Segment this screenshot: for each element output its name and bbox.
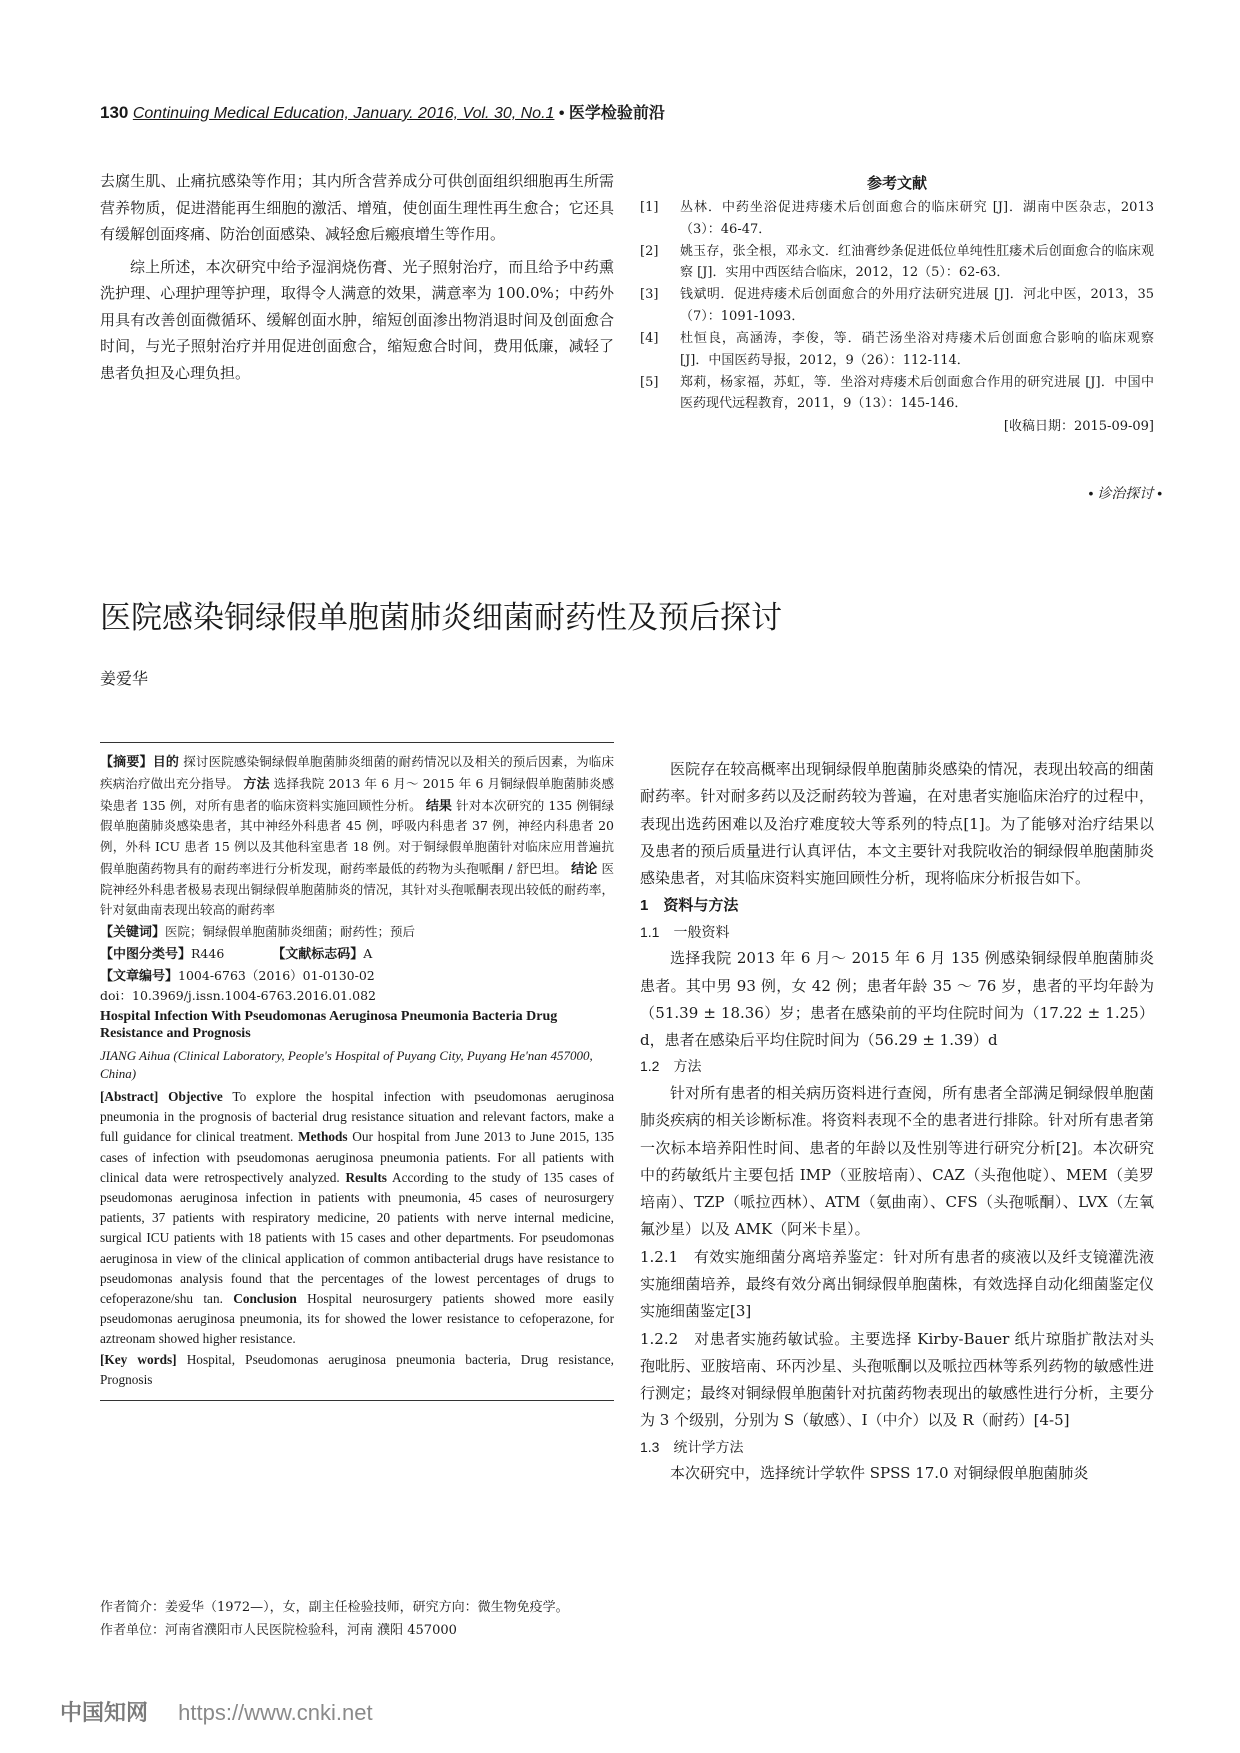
cnki-url[interactable]: https://www.cnki.net — [178, 1700, 373, 1725]
subsection-heading: 1.1 一般资料 — [640, 923, 730, 940]
cnki-logo-text: 中国知网 — [60, 1700, 149, 1725]
abstract-en — [100, 1087, 614, 1350]
reference-number: [1] — [640, 200, 659, 215]
en-methods-label: Methods — [298, 1129, 348, 1145]
reference-item — [640, 372, 1154, 416]
en-keywords-text: Hospital, Pseudomonas aeruginosa pneumonia bacteria, Drug resistance, Prognosis — [100, 1351, 614, 1387]
paragraph: 去腐生肌、止痛抗感染等作用；其内所含营养成分可供创面组织细胞再生所需营养物质，促进潜能再生细胞的激活、增殖，使创面生理性再生愈合；它还具有缓解创面疼痛、防治创面感染、减轻愈后瘢痕增生等作用。 — [100, 172, 614, 244]
general-data-paragraph: 选择我院 2013 年 6 月～ 2015 年 6 月 135 例感染铜绿假单胞菌肺炎患者。其中男 93 例，女 42 例；患者年龄 35 ～ 76 岁，患者的平均年龄为（51.39 ± 18.36）岁；患者在感染前的平均住院时间为（17.22 ± 1.25）d，患者在感染后平均住院时间为（56.29 ± 1.39）d — [640, 949, 1154, 1050]
doi: doi：10.3969/j.issn.1004-6763.2016.01.082 — [100, 988, 376, 1004]
subsection-heading: 1.2 方法 — [640, 1058, 702, 1075]
footnotes — [100, 1597, 614, 1643]
en-conclusion-text: Hospital neurosurgery patients showed more easily pseudomonas aeruginosa pneumonia, its for showed the lower resistance to cefoperazone, for aztreonam showed higher resistance. — [100, 1291, 615, 1347]
received-date: [收稿日期：2015-09-09] — [1003, 419, 1154, 435]
methods-label: 方法 — [243, 775, 270, 791]
en-objective-label: Objective — [168, 1088, 223, 1104]
reference-item — [640, 197, 1154, 241]
abstract-column — [100, 742, 614, 1401]
methods-text: 选择我院 2013 年 6 月～ 2015 年 6 月铜绿假单胞菌肺炎感染患者 135 例，对所有患者的临床资料实施回顾性分析。 — [100, 775, 614, 813]
references — [640, 172, 1154, 434]
results-text: 针对本次研究的 135 例铜绿假单胞菌肺炎感染患者，其中神经外科患者 45 例，呼吸内科患者 37 例，神经内科患者 20 例，外科 ICU 患者 15 例以及其他科室患者 18 例。对于铜绿假单胞菌针对临床应用普遍抗假单胞菌药物具有的耐药率进行分析发现，耐药率最低的药物为头孢哌酮 / 舒巴坦。 — [100, 797, 614, 876]
page-number: 130 — [100, 103, 129, 122]
english-keywords — [100, 1350, 614, 1390]
section-heading: 1 资料与方法 — [640, 897, 739, 915]
reference-text: 姚玉存，张全根，邓永文．红油膏纱条促进低位单纯性肛瘘术后创面愈合的临床观察 [J]．实用中西医结合临床，2012，12（5）：62-63． — [680, 243, 1154, 281]
article-number-label: 【文章编号】 — [100, 967, 179, 983]
abstract-label: 【摘要】 — [100, 754, 153, 769]
clc-value: R446 — [191, 945, 225, 961]
conclusion-text: 医院神经外科患者极易表现出铜绿假单胞菌肺炎的情况，其针对头孢哌酮表现出较低的耐药率，针对氨曲南表现出较高的耐药率 — [100, 860, 614, 918]
column-label: • 诊治探讨 • — [1088, 485, 1162, 501]
en-methods-text: Our hospital from June 2013 to June 2015, 135 cases of infection with pseudomonas aeruginosa pneumonia patients. For all patients with clinical data were retrospectively analyzed. — [100, 1129, 614, 1185]
en-keywords-label: [Key words] — [100, 1351, 177, 1367]
doc-code-value: A — [363, 945, 373, 961]
methods-paragraph: 针对所有患者的相关病历资料进行查阅，所有患者全部满足铜绿假单胞菌肺炎疾病的相关诊断标准。将资料表现不全的患者进行排除。针对所有患者第一次标本培养阳性时间、患者的年龄以及性别等进行研究分析[2]。本次研究中的药敏纸片主要包括 IMP（亚胺培南）、CAZ（头孢他啶）、MEM（美罗培南）、TZP（哌拉西林）、ATM（氨曲南）、CFS（头孢哌酮）、LVX（左氧氟沙星）以及 AMK（阿米卡星）。 — [640, 1083, 1154, 1239]
susceptibility-paragraph: 1.2.2 对患者实施药敏试验。主要选择 Kirby-Bauer 纸片琼脂扩散法对头孢吡肟、亚胺培南、环丙沙星、头孢哌酮以及哌拉西林等系列药物的敏感性进行测定；最终对铜绿假单胞菌针对抗菌药物表现出的敏感性进行分析，主要分为 3 个级别，分别为 S（敏感）、I（中介）以及 R（耐药）[4-5] — [640, 1329, 1154, 1430]
keywords-label: 【关键词】 — [100, 924, 166, 939]
author-intro: 作者简介：姜爱华（1972—），女，副主任检验技师，研究方向：微生物免疫学。 — [100, 1600, 569, 1615]
culture-paragraph: 1.2.1 有效实施细菌分离培养鉴定：针对所有患者的痰液以及纤支镜灌洗液实施细菌培养，最终有效分离出铜绿假单胞菌株，有效选择自动化细菌鉴定仪实施细菌鉴定[3] — [640, 1247, 1154, 1321]
author-unit: 作者单位：河南省濮阳市人民医院检验科，河南 濮阳 457000 — [100, 1622, 457, 1638]
reference-item — [640, 328, 1154, 372]
en-abstract-label: [Abstract] — [100, 1088, 159, 1104]
objective-label: 目的 — [152, 754, 180, 769]
results-label: 结果 — [425, 797, 453, 813]
clc-label: 【中图分类号】 — [100, 945, 192, 961]
reference-item — [640, 241, 1154, 285]
article-title: 医院感染铜绿假单胞菌肺炎细菌耐药性及预后探讨 — [100, 600, 782, 635]
reference-text: 丛林．中药坐浴促进痔瘘术后创面愈合的临床研究 [J]．湖南中医杂志，2013（3）：46-47． — [680, 200, 1154, 237]
reference-item — [640, 284, 1154, 328]
english-title: Hospital Infection With Pseudomonas Aeruginosa Pneumonia Bacteria Drug Resistance and Prognosis — [100, 1009, 558, 1041]
abstract-bottom-rule — [100, 1400, 614, 1401]
reference-number: [5] — [640, 374, 659, 390]
abstract-top-rule — [100, 742, 614, 743]
previous-article-text — [100, 168, 614, 386]
abstract-cn — [100, 751, 614, 1007]
keywords-text: 医院；铜绿假单胞菌肺炎细菌；耐药性；预后 — [165, 924, 416, 939]
reference-text: 郑莉，杨家福，苏虹，等．坐浴对痔瘘术后创面愈合作用的研究进展 [J]．中国中医药现代远程教育，2011，9（13）：145-146． — [680, 374, 1154, 412]
english-author: JIANG Aihua (Clinical Laboratory, People's Hospital of Puyang City, Puyang He'nan 457000, China) — [100, 1047, 593, 1081]
en-conclusion-label: Conclusion — [233, 1291, 297, 1306]
paragraph: 综上所述，本次研究中给予湿润烧伤膏、光子照射治疗，而且给予中药熏洗护理、心理护理等护理，取得令人满意的效果，满意率为 100.0%；中药外用具有改善创面微循环、缓解创面水肿，缩短创面渗出物消退时间及创面愈合时间，与光子照射治疗并用促进创面愈合，缩短愈合时间，费用低廉，减轻了患者负担及心理负担。 — [100, 257, 614, 382]
intro-paragraph: 医院存在较高概率出现铜绿假单胞菌肺炎感染的情况，表现出较高的细菌耐药率。针对耐多药以及泛耐药较为普遍，在对患者实施临床治疗的过程中，表现出选药困难以及治疗难度较大等系列的特点[1]。为了能够对治疗结果以及患者的预后质量进行认真评估，本文主要针对我院收治的铜绿假单胞菌肺炎感染患者，对其临床资料实施回顾性分析，现将临床分析报告如下。 — [640, 760, 1154, 888]
journal-name: Continuing Medical Education, January. 2016, Vol. 30, No.1 — [132, 105, 555, 122]
reference-text: 钱斌明．促进痔瘘术后创面愈合的外用疗法研究进展 [J]．河北中医，2013，35（7）：1091-1093． — [680, 287, 1154, 325]
statistics-paragraph: 本次研究中，选择统计学软件 SPSS 17.0 对铜绿假单胞菌肺炎 — [670, 1464, 1089, 1483]
article-number-value: 1004-6763（2016）01-0130-02 — [178, 967, 375, 983]
objective-text: 探讨医院感染铜绿假单胞菌肺炎细菌的耐药情况以及相关的预后因素，为临床疾病治疗做出充分指导。 — [100, 754, 614, 791]
en-objective-text: To explore the hospital infection with pseudomonas aeruginosa pneumonia in the prognosis of bacterial drug resistance situation and relevant factors, make a full guidance for clinical treatment. — [100, 1088, 614, 1145]
reference-number: [4] — [640, 330, 659, 346]
conclusion-label: 结论 — [571, 860, 598, 876]
reference-text: 杜恒良，高涵涛，李俊，等．硝芒汤坐浴对痔瘘术后创面愈合影响的临床观察 [J]．中国医药导报，2012，9（26）：112-114． — [680, 330, 1154, 368]
reference-number: [3] — [640, 287, 659, 303]
cnki-watermark — [60, 1696, 373, 1727]
body-column — [640, 756, 1154, 1488]
reference-number: [2] — [640, 243, 659, 259]
en-results-label: Results — [345, 1169, 387, 1185]
article-author: 姜爱华 — [100, 671, 149, 688]
section-tag: • 医学检验前沿 — [558, 105, 665, 122]
en-results-text: According to the study of 135 cases of pseudomonas aeruginosa infection in patients with pneumonia, 45 cases of neurosurgery patients, 37 patients with respiratory medicine, 20 patients with nerve internal medicine, surgical ICU patients with 18 patients with 15 cases and other departments. For pseudomonas aeruginosa in view of the clinical application of common antibacterial drugs have resistance to pseudomonas analysis found that the percentages of the lowest percentages of drugs to cefoperazone/shu tan. — [100, 1169, 615, 1306]
subsection-heading: 1.3 统计学方法 — [640, 1438, 744, 1455]
references-title: 参考文献 — [866, 175, 927, 192]
doc-code-label: 【文献标志码】 — [272, 945, 364, 961]
running-header — [100, 100, 1150, 123]
